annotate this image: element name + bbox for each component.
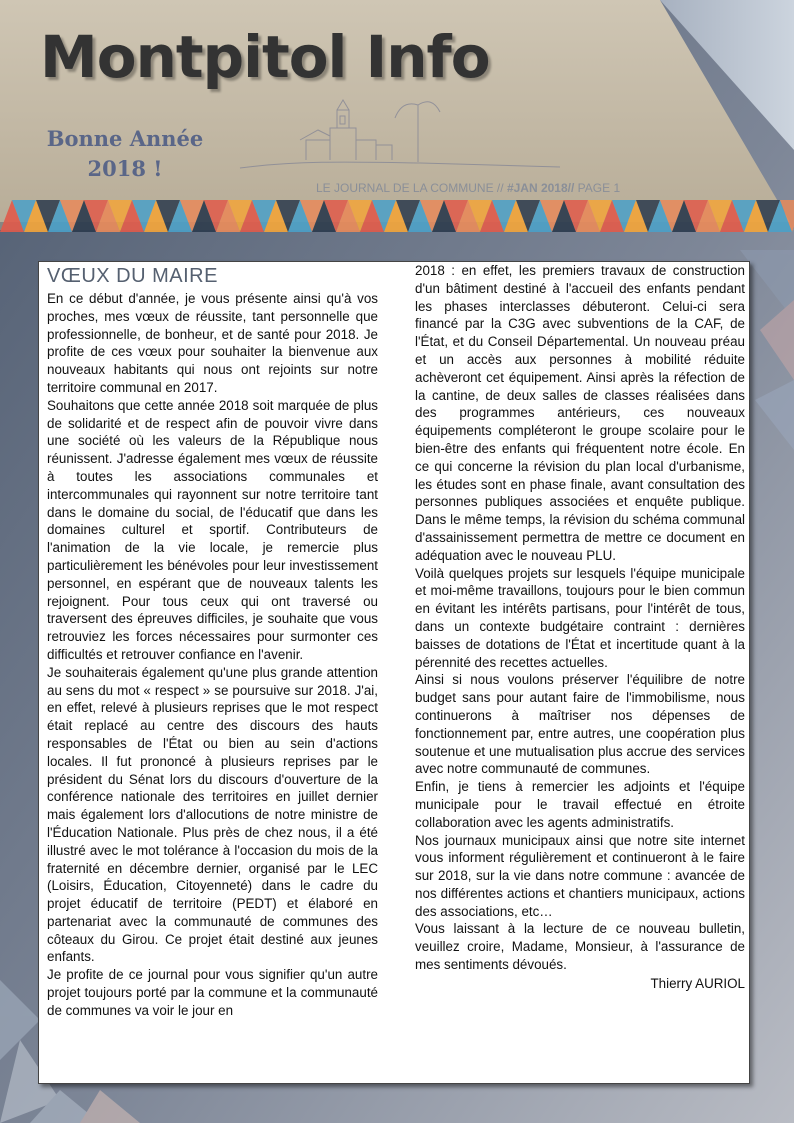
triangle-band: [0, 200, 794, 232]
article-box: [38, 261, 750, 1084]
article-heading: VŒUX DU MAIRE: [47, 265, 218, 287]
article-paragraph: Je profite de ce journal pour vous signifier qu'un autre projet toujours porté par la commune et la communauté de communes va voir le jour en: [47, 967, 378, 1018]
article-column-left: [47, 262, 378, 1020]
page-number: PAGE 1: [574, 181, 621, 195]
article-paragraph: Nos journaux municipaux ainsi que notre site internet vous informent régulièrement et continueront à le faire sur 2018, sur la vie dans notre commune : avancée de nos différentes actions et chantiers municipaux, actions des associations, etc…: [415, 832, 745, 919]
issue-banner: [316, 180, 620, 196]
article-paragraph: En ce début d'année, je vous présente ainsi qu'à vos proches, mes vœux de réussite, tant personnelle que professionnelle, de bonheur, et de santé pour 2018. Je profite de ces vœux pour souhaiter la bienvenue aux nouveaux habitants qui nous ont rejoints sur notre territoire communal en 2017.: [47, 291, 378, 395]
article-column-right: [415, 262, 745, 993]
article-paragraph: Voilà quelques projets sur lesquels l'équipe municipale et moi-même travaillons, toujours pour le bien commun en évitant les intérêts partisans, pour l'intérêt de tous, dans un contexte budgétaire contraint : dernières baisses de dotations de l'État et incertitude quant à la pérennité des recettes actuelles.: [415, 565, 745, 670]
new-year-greeting: [40, 124, 210, 184]
article-paragraph: Souhaitons que cette année 2018 soit marquée de plus de solidarité et de respect afin de pouvoir vivre dans une société où les valeurs de la République nous réunissent. J'adresse également mes vœux de réussite à toutes les associations communales et intercommunales qui rayonnent sur notre territoire tant dans le domaine du social, de l'éducatif que dans les domaines culturel et sportif. Contributeurs de l'animation de la vie locale, je remercie plus particulièrement les bénévoles pour leur investissement personnel, en espérant que de nouveaux talents les rejoignent. Pour tous ceux qui ont traversé ou traversent des épreuves difficiles, je souhaite que vous retrouviez les forces nécessaires pour surmonter ces difficultés et retrouver confiance en l'avenir.: [47, 397, 378, 662]
journal-label: LE JOURNAL DE LA COMMUNE //: [316, 181, 507, 195]
article-paragraph: Ainsi si nous voulons préserver l'équilibre de notre budget sans pour autant faire de l'immobilisme, nous continuerons à maîtriser nos dépenses de fonctionnement par, entre autres, une coopération plus soutenue et une mutualisation plus accrue des services avec notre communauté de communes.: [415, 672, 745, 777]
issue-number: #JAN 2018//: [506, 181, 575, 195]
signature: Thierry AURIOL: [650, 975, 745, 991]
greeting-line-2: 2018 !: [87, 156, 163, 181]
article-paragraph: Enfin, je tiens à remercier les adjoints et l'équipe municipale pour le travail effectué en étroite collaboration avec les agents administratifs.: [415, 779, 745, 830]
article-paragraph: Je souhaiterais également qu'une plus grande attention au sens du mot « respect » se poursuive sur 2018. J'ai, en effet, relevé à plusieurs reprises que le mot respect était replacé au centre des discours des hauts responsables de l'État ou bien au sein d'actions locales. Il fut prononcé à plusieurs reprises par le président du Sénat lors du discours d'ouverture de la conférence nationale des territoires en juillet dernier mais également lors d'allocutions de notre ministre de l'Éducation Nationale. Plus près de chez nous, il a été illustré avec le mot tolérance à l'occasion du mois de la fraternité en décembre dernier, organisé par le LEC (Loisirs, Éducation, Citoyenneté) dans le cadre du projet éducatif de territoire (PEDT) et élaboré en partenariat avec la communauté de communes des côteaux du Girou. Ce projet était destiné aux jeunes enfants.: [47, 664, 378, 965]
article-paragraph: 2018 : en effet, les premiers travaux de construction d'un bâtiment destiné à l'accueil des enfants pendant les phases interclasses débuteront. Celui-ci sera financé par la C3G avec subventions de la CAF, de l'État, et du Conseil Départemental. Un nouveau préau et un accès aux personnes à mobilité réduite achèveront cet équipement. Ainsi après la réfection de la cantine, de deux salles de classes réalisées dans des programmes antérieurs, ces nouveaux équipements compléteront le groupe scolaire pour le bien-être des enfants qui fréquentent notre école. En ce qui concerne la révision du plan local d'urbanisme, les études sont en phase finale, avant consultation des personnes publiques associées et enquête publique. Dans le même temps, la révision du schéma communal d'assainissement permettra de mettre ce document en adéquation avec le nouveau PLU.: [415, 263, 745, 563]
article-paragraph: Vous laissant à la lecture de ce nouveau bulletin, veuillez croire, Madame, Monsieur, à l'assurance de mes sentiments dévoués.: [415, 921, 745, 973]
newsletter-title: Montpitol Info: [40, 23, 490, 91]
greeting-line-1: Bonne Année: [46, 126, 204, 151]
